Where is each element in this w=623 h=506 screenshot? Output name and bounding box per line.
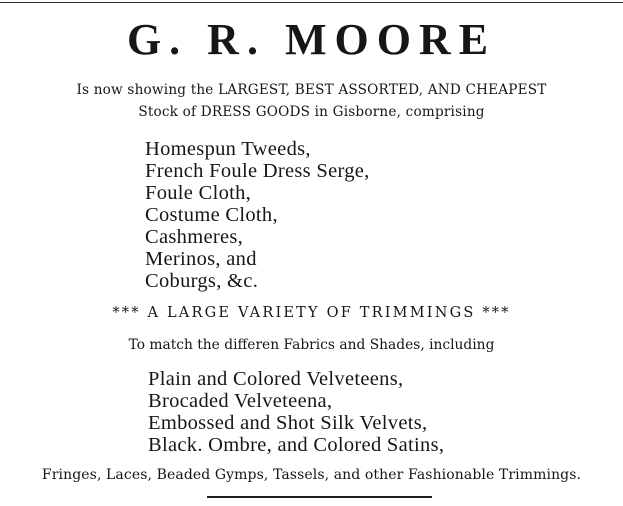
list-item: Black. Ombre, and Colored Satins, (148, 434, 445, 456)
trimmings-banner: *** A LARGE VARIETY OF TRIMMINGS *** (112, 305, 511, 321)
merchant-name-heading: G. R. MOORE (126, 15, 497, 64)
closing-line: Fringes, Laces, Beaded Gymps, Tassels, and other Fashionable Trimmings. (41, 467, 582, 483)
list-item: Merinos, and (145, 248, 257, 270)
list-item: Brocaded Velveteena, (148, 390, 333, 412)
list-item: Cashmeres, (145, 226, 244, 248)
list-item: Embossed and Shot Silk Velvets, (148, 412, 428, 434)
list-item: Homespun Tweeds, (145, 138, 311, 160)
bottom-rule (207, 496, 432, 498)
intro-line-2: Stock of DRESS GOODS in Gisborne, comprising (138, 104, 485, 120)
list-item: Plain and Colored Velveteens, (148, 368, 404, 390)
intro-line-1: Is now showing the LARGEST, BEST ASSORTED, AND CHEAPEST (76, 82, 547, 98)
match-line: To match the differen Fabrics and Shades, including (128, 337, 495, 353)
list-item: Coburgs, &c. (145, 270, 259, 292)
list-item: Foule Cloth, (145, 182, 252, 204)
top-rule (0, 2, 623, 3)
list-item: French Foule Dress Serge, (145, 160, 370, 182)
list-item: Costume Cloth, (145, 204, 278, 226)
